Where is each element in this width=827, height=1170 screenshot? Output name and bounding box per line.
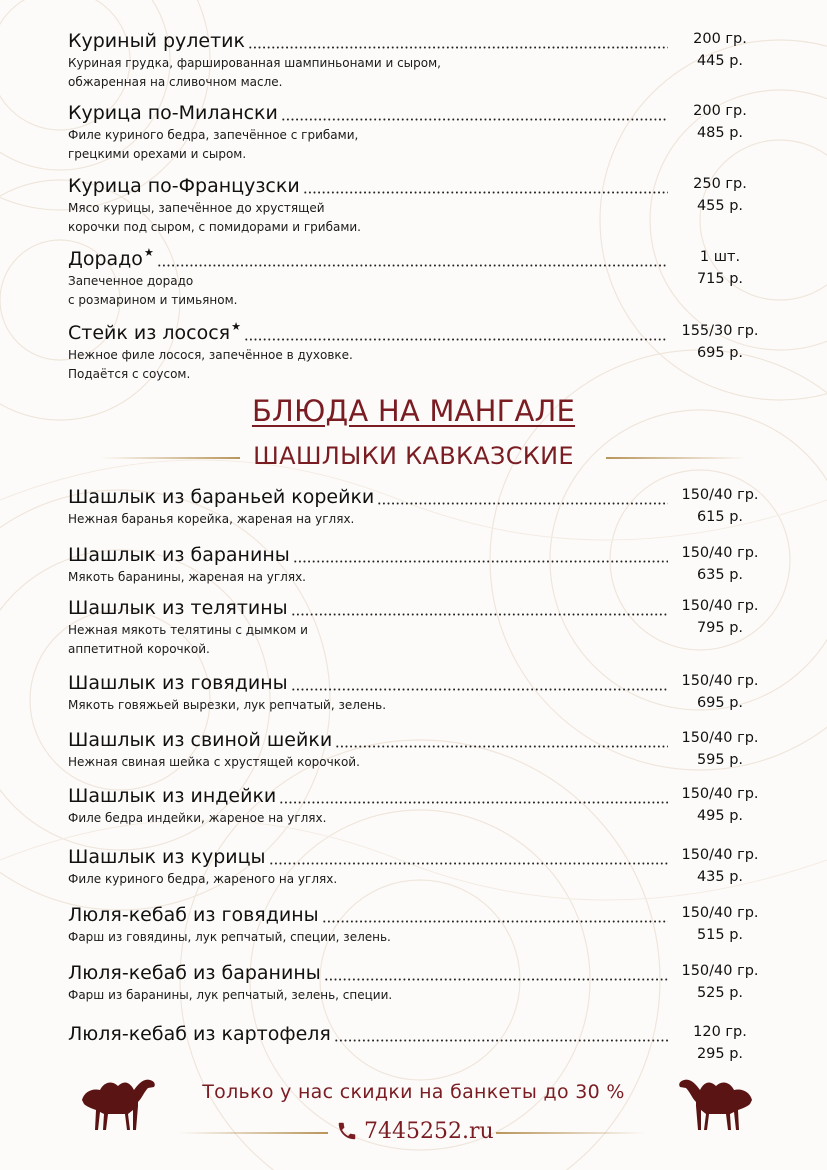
menu-item-price-block	[668, 783, 772, 827]
menu-item-description: Нежная баранья корейка, жареная на углях.	[68, 512, 355, 526]
menu-item-price: 695 р.	[696, 695, 744, 711]
menu-item-name: Шашлык из свиной шейки	[68, 729, 333, 751]
menu-item-price: 795 р.	[696, 620, 744, 636]
phone-line-right	[496, 1132, 646, 1134]
menu-item-weight: 150/40 гр.	[681, 487, 759, 503]
menu-item-description: Подаётся с соусом.	[68, 367, 191, 381]
menu-item	[68, 28, 772, 92]
menu-item-price-block	[668, 320, 772, 364]
menu-item	[68, 1021, 772, 1062]
menu-item-name-row	[68, 960, 668, 986]
menu-item-price: 445 р.	[696, 53, 744, 69]
menu-item-name-row	[68, 783, 668, 809]
menu-item-description: Запеченное дорадо	[68, 274, 194, 288]
menu-item-name-row	[68, 595, 668, 621]
menu-item	[68, 844, 772, 889]
menu-item-price: 595 р.	[696, 752, 744, 768]
dot-leader	[291, 688, 668, 691]
menu-item-name-row	[68, 542, 668, 568]
menu-item	[68, 960, 772, 1005]
menu-item-name-row	[68, 484, 668, 510]
menu-item-description: Фарш из говядины, лук репчатый, специи, зелень.	[68, 930, 391, 944]
menu-item-price-block	[668, 727, 772, 771]
menu-item	[68, 595, 772, 659]
menu-item	[68, 173, 772, 237]
phone-icon	[336, 1120, 358, 1142]
menu-item-weight: 200 гр.	[693, 31, 747, 47]
menu-item-price-block	[668, 246, 772, 290]
menu-item-weight: 155/30 гр.	[681, 323, 759, 339]
menu-item-weight: 150/40 гр.	[681, 545, 759, 561]
menu-item-description: Фарш из баранины, лук репчатый, зелень, специи.	[68, 988, 393, 1002]
menu-item-price-block	[668, 960, 772, 1004]
menu-item-name: Шашлык из курицы	[68, 846, 266, 868]
menu-item-weight: 250 гр.	[693, 176, 747, 192]
menu-item-price-block	[668, 1021, 772, 1065]
menu-item-name: Стейк из лосося	[68, 322, 231, 344]
menu-item-name-row	[68, 28, 668, 54]
star-icon: ★	[143, 246, 154, 259]
dot-leader	[248, 46, 668, 49]
menu-item	[68, 727, 772, 772]
menu-item-name: Шашлык из бараньей корейки	[68, 486, 375, 508]
menu-item-price-block	[668, 484, 772, 528]
menu-item	[68, 320, 772, 384]
dot-leader	[269, 862, 668, 865]
menu-item	[68, 484, 772, 529]
phone-line-left	[178, 1132, 328, 1134]
menu-item-price: 495 р.	[696, 808, 744, 824]
menu-item-name: Дорадо	[68, 248, 143, 270]
menu-item-name: Куриный рулетик	[68, 30, 245, 52]
menu-item-price-block	[668, 28, 772, 72]
menu-item-price-block	[668, 542, 772, 586]
menu-item-price-block	[668, 100, 772, 144]
dot-leader	[279, 801, 668, 804]
menu-item	[68, 542, 772, 587]
menu-item-price-block	[668, 902, 772, 946]
menu-item	[68, 670, 772, 715]
menu-item-price-block	[668, 173, 772, 217]
menu-item-description: Куриная грудка, фаршированная шампиньонами и сыром,	[68, 56, 441, 70]
menu-item-description: Нежная мякоть телятины с дымком и	[68, 623, 308, 637]
menu-item-name-row	[68, 727, 668, 753]
menu-item-name-row	[68, 246, 668, 272]
menu-item-description: Филе бедра индейки, жареное на углях.	[68, 811, 327, 825]
menu-item-description: обжаренная на сливочном масле.	[68, 75, 283, 89]
section-title: БЛЮДА НА МАНГАЛЕ	[251, 394, 576, 428]
menu-item	[68, 902, 772, 947]
menu-item-name: Шашлык из индейки	[68, 785, 277, 807]
menu-item-name: Люля-кебаб из картофеля	[68, 1023, 331, 1045]
menu-item-description: Мякоть говяжьей вырезки, лук репчатый, зелень.	[68, 698, 387, 712]
menu-item-price: 635 р.	[696, 567, 744, 583]
menu-item-description: аппетитной корочкой.	[68, 642, 210, 656]
dot-leader	[157, 264, 668, 267]
dot-leader	[291, 613, 668, 616]
menu-item-name-row	[68, 844, 668, 870]
menu-item-name-row	[68, 1021, 668, 1047]
menu-item-description: Нежное филе лосося, запечённое в духовке.	[68, 348, 353, 362]
menu-item-name: Шашлык из говядины	[68, 672, 288, 694]
menu-item-price: 695 р.	[696, 345, 744, 361]
menu-item-weight: 1 шт.	[699, 249, 741, 265]
menu-item-name-row	[68, 670, 668, 696]
phone-text: 7445252.ru	[364, 1118, 494, 1144]
dot-leader	[335, 745, 668, 748]
dot-leader	[322, 920, 668, 923]
menu-item-price-block	[668, 595, 772, 639]
menu-item	[68, 100, 772, 164]
dot-leader	[244, 338, 668, 341]
menu-item-weight: 150/40 гр.	[681, 598, 759, 614]
menu-item-description: Мясо курицы, запечённое до хрустящей	[68, 201, 325, 215]
menu-item-price: 435 р.	[696, 869, 744, 885]
dot-leader	[303, 191, 668, 194]
menu-item-name-row	[68, 902, 668, 928]
menu-item-description: корочки под сыром, с помидорами и грибами.	[68, 220, 361, 234]
menu-item-price-block	[668, 670, 772, 714]
section-subtitle: ШАШЛЫКИ КАВКАЗСКИЕ	[253, 442, 574, 470]
dot-leader	[324, 978, 668, 981]
menu-item-price: 525 р.	[696, 985, 744, 1001]
menu-item-name: Люля-кебаб из говядины	[68, 904, 319, 926]
menu-item-price: 615 р.	[696, 509, 744, 525]
menu-item-weight: 150/40 гр.	[681, 786, 759, 802]
menu-item	[68, 783, 772, 828]
menu-item-description: грецкими орехами и сыром.	[68, 147, 247, 161]
dot-leader	[377, 502, 668, 505]
menu-item-weight: 120 гр.	[693, 1024, 747, 1040]
star-icon: ★	[231, 320, 241, 333]
menu-item-description: Филе куриного бедра, жареного на углях.	[68, 872, 338, 886]
menu-item-price: 455 р.	[696, 198, 744, 214]
menu-item-description: Нежная свиная шейка с хрустящей корочкой.	[68, 755, 360, 769]
menu-item	[68, 246, 772, 310]
menu-item-weight: 150/40 гр.	[681, 847, 759, 863]
phone-link[interactable]	[336, 1116, 494, 1146]
menu-item-description: с розмарином и тимьяном.	[68, 293, 238, 307]
menu-item-price: 295 р.	[696, 1046, 744, 1062]
menu-item-name: Шашлык из баранины	[68, 544, 290, 566]
dot-leader	[281, 118, 668, 121]
menu-item-weight: 200 гр.	[693, 103, 747, 119]
menu-item-price: 715 р.	[696, 271, 744, 287]
menu-item-price: 515 р.	[696, 927, 744, 943]
menu-item-name-row	[68, 320, 668, 346]
menu-item-name: Шашлык из телятины	[68, 597, 288, 619]
menu-item-price-block	[668, 844, 772, 888]
menu-item-name-row	[68, 100, 668, 126]
menu-item-name: Курица по-Французски	[68, 175, 300, 197]
menu-item-weight: 150/40 гр.	[681, 963, 759, 979]
menu-item-name: Курица по-Милански	[68, 102, 278, 124]
menu-item-price: 485 р.	[696, 125, 744, 141]
menu-item-description: Мякоть баранины, жареная на углях.	[68, 570, 306, 584]
menu-item-description: Филе куриного бедра, запечённое с грибами,	[68, 128, 359, 142]
menu-item-weight: 150/40 гр.	[681, 905, 759, 921]
menu-item-name-row	[68, 173, 668, 199]
dot-leader	[334, 1039, 668, 1042]
ornament-line-right	[606, 457, 746, 459]
menu-item-weight: 150/40 гр.	[681, 673, 759, 689]
promo-text: Только у нас скидки на банкеты до 30 %	[202, 1081, 625, 1103]
menu-item-name: Люля-кебаб из баранины	[68, 962, 321, 984]
dot-leader	[293, 560, 668, 563]
menu-item-weight: 150/40 гр.	[681, 730, 759, 746]
